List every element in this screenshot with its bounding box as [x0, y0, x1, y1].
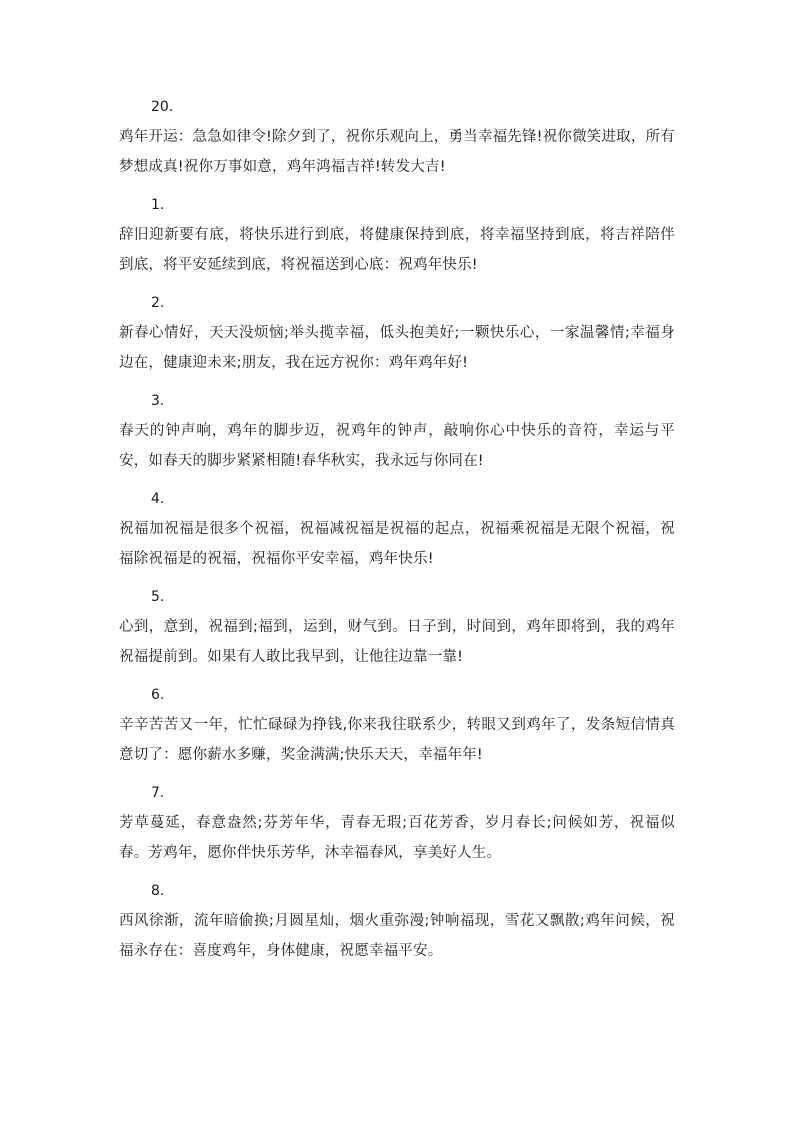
entry-number: 8. — [151, 883, 165, 899]
entry-number: 4. — [151, 491, 165, 507]
entry-text: 辛辛苦苦又一年，忙忙碌碌为挣钱,你来我往联系少，转眼又到鸡年了，发条短信情真意切了：愿你薪水多赚，奖金满满;快乐天天，幸福年年! — [119, 717, 675, 763]
entry-text: 新春心情好，天天没烦恼;举头揽幸福，低头抱美好;一颗快乐心，一家温馨情;幸福身边在，健康迎未来;朋友，我在远方祝你：鸡年鸡年好! — [119, 325, 675, 371]
entry-text: 辞旧迎新要有底，将快乐进行到底，将健康保持到底，将幸福坚持到底，将吉祥陪伴到底，将平安延续到底，将祝福送到心底：祝鸡年快乐! — [119, 227, 675, 273]
entry-number: 1. — [151, 197, 165, 213]
entry-number: 20. — [151, 99, 174, 115]
entry-text: 鸡年开运：急急如律令!除夕到了，祝你乐观向上，勇当幸福先锋!祝你微笑进取，所有梦想成真!祝你万事如意，鸡年鸿福吉祥!转发大吉! — [119, 129, 675, 175]
entry-text: 祝福加祝福是很多个祝福，祝福减祝福是祝福的起点，祝福乘祝福是无限个祝福，祝福除祝福是的祝福，祝福你平安幸福，鸡年快乐! — [119, 521, 675, 567]
entry-number: 2. — [151, 295, 165, 311]
entry-text: 春天的钟声响，鸡年的脚步迈，祝鸡年的钟声，敲响你心中快乐的音符，幸运与平安，如春天的脚步紧紧相随!春华秋实，我永远与你同在! — [119, 423, 675, 469]
entry-8 — [119, 880, 675, 966]
entry-number: 3. — [151, 393, 165, 409]
entry-text: 西风徐渐，流年暗偷换;月圆星灿，烟火重弥漫;钟响福现，雪花又飘散;鸡年问候，祝福永存在：喜度鸡年，身体健康，祝愿幸福平安。 — [119, 913, 675, 959]
entry-3 — [119, 390, 675, 476]
entry-1 — [119, 194, 675, 280]
entry-number: 5. — [151, 589, 165, 605]
entry-6 — [119, 684, 675, 770]
entry-text: 芳草蔓延，春意盎然;芬芳年华，青春无瑕;百花芳香，岁月春长;问候如芳，祝福似春。芳鸡年，愿你伴快乐芳华，沐幸福春风，享美好人生。 — [119, 815, 675, 861]
entry-text: 心到，意到，祝福到;福到，运到，财气到。日子到，时间到，鸡年即将到，我的鸡年祝福提前到。如果有人敢比我早到，让他往边靠一靠! — [119, 619, 675, 665]
entry-number: 6. — [151, 687, 165, 703]
entry-7 — [119, 782, 675, 868]
entry-4 — [119, 488, 675, 574]
entry-20 — [119, 96, 675, 182]
entry-number: 7. — [151, 785, 165, 801]
entry-5 — [119, 586, 675, 672]
document-body — [119, 96, 675, 978]
entry-2 — [119, 292, 675, 378]
